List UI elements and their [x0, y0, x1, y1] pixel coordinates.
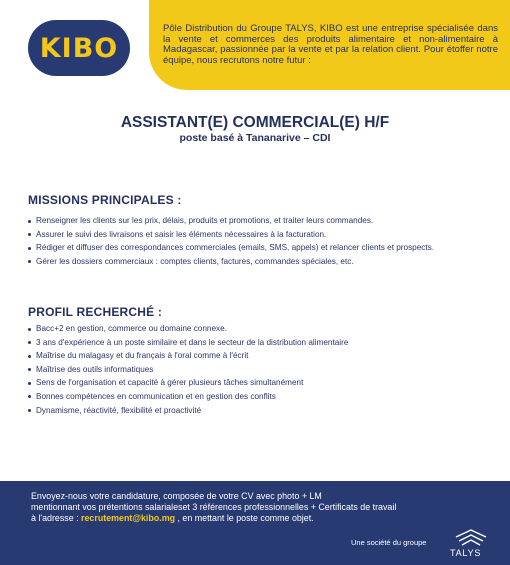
talys-logo-text: TALYS [450, 548, 482, 558]
job-subtitle: poste basé à Tananarive – CDI [179, 132, 331, 144]
list-item: Rédiger et diffuser des correspondances commerciales (emails, SMS, appels) et relancer clients et prospects. [28, 241, 434, 255]
email-link[interactable]: recrutement@kibo.mg [81, 513, 176, 524]
profil-list [28, 322, 348, 417]
missions-title: MISSIONS PRINCIPALES : [28, 193, 182, 207]
group-label: Une société du groupe [351, 538, 427, 547]
list-item: Assurer le suivi des livraisons et saisir les éléments nécessaires à la facturation. [28, 228, 434, 242]
kibo-logo-text: KIBO [39, 32, 119, 64]
job-title: ASSISTANT(E) COMMERCIAL(E) H/F [120, 114, 390, 131]
list-item: Maîtrise des outils informatiques [28, 363, 348, 377]
instructions-line-3 [31, 513, 471, 524]
footer [0, 481, 510, 565]
address-suffix: , en mettant le poste comme objet. [175, 513, 314, 524]
list-item: 3 ans d'expérience à un poste similaire et dans le secteur de la distribution alimentaire [28, 336, 348, 350]
talys-mark-icon [454, 529, 488, 546]
application-instructions [31, 491, 471, 525]
list-item: Dynamisme, réactivité, flexibilité et proactivité [28, 404, 348, 418]
instructions-line-1: Envoyez-nous votre candidature, composée de votre CV avec photo + LM [31, 491, 322, 501]
list-item: Bonnes compétences en communication et en gestion des conflits [28, 390, 348, 404]
list-item: Bacc+2 en gestion, commerce ou domaine connexe. [28, 322, 348, 336]
profil-title: PROFIL RECHERCHÉ : [28, 305, 163, 319]
intro-banner [149, 0, 510, 90]
list-item: Sens de l'organisation et capacité à gérer plusieurs tâches simultanément [28, 376, 348, 390]
talys-logo [448, 529, 494, 561]
list-item: Maîtrise du malagasy et du français à l'oral comme à l'écrit [28, 349, 348, 363]
instructions-line-2: mentionnant vos prétentions salarialeset 3 références professionnelles + Certificats de travail [31, 502, 397, 513]
missions-list [28, 214, 434, 268]
list-item: Renseigner les clients sur les prix, délais, produits et promotions, et traiter leurs commandes. [28, 214, 434, 228]
kibo-logo [28, 20, 130, 76]
list-item: Gérer les dossiers commerciaux : comptes clients, factures, commandes spéciales, etc. [28, 255, 434, 269]
address-prefix: à l'adresse : [31, 513, 82, 524]
intro-text: Pôle Distribution du Groupe TALYS, KIBO est une entreprise spécialisée dans la vente et commerces des produits alimentaire et non-alimentaire à Madagascar, passionnée par la vente et par la relation client. Pour étoffer notre équipe, nous recrutons notre futur : [163, 23, 498, 66]
